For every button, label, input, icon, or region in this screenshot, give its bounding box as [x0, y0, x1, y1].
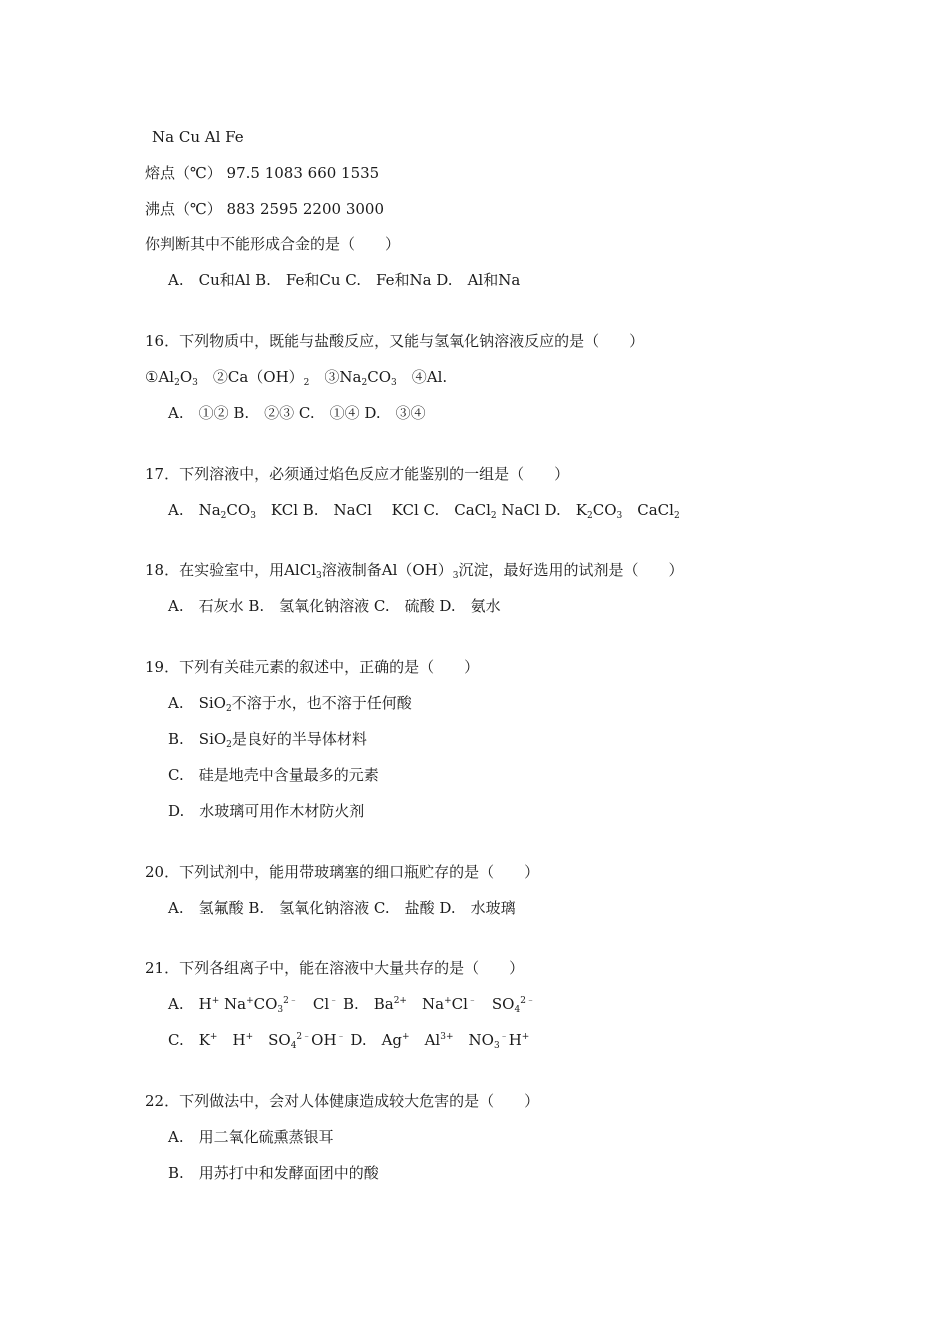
q19-option-b: B. SiO$_2$是良好的半导体材料 [168, 730, 367, 750]
q17-options: A. $Na_2CO_3$ KCl B. NaCl KCl C. CaCl$_2$ NaCl D. $K_2CO_3$ CaCl$_2$ [168, 501, 680, 521]
q19-option-d: D. 水玻璃可用作木材防火剂 [168, 802, 365, 820]
q16-stem: 16．下列物质中，既能与盐酸反应，又能与氢氧化钠溶液反应的是（ ） [145, 332, 645, 350]
q21-options-ab: A. H+ $Na^+CO_3^{2﹣}$ Cl﹣ B. $Ba^{2+}$ Na+Cl﹣ $SO_4^{2﹣}$ [168, 995, 535, 1015]
q17-stem: 17．下列溶液中，必须通过焰色反应才能鉴别的一组是（ ） [145, 465, 570, 483]
q19-stem: 19．下列有关硅元素的叙述中，正确的是（ ） [145, 658, 480, 676]
q21-stem: 21．下列各组离子中，能在溶液中大量共存的是（ ） [145, 959, 525, 977]
q16-items: $①Al_2O_3$ $②Ca(OH)_2$ $③Na_2CO_3$ ④Al. [145, 368, 448, 388]
q18-options: A. 石灰水 B. 氢氧化钠溶液 C. 硫酸 D. 氨水 [168, 597, 501, 615]
q15-options: A. Cu和Al B. Fe和Cu C. Fe和Na D. Al和Na [168, 271, 521, 289]
q15-stem: 你判断其中不能形成合金的是（ ） [145, 235, 401, 253]
metal-table-header: Na Cu Al Fe [152, 128, 244, 146]
q16-options: A. ①② B. ②③ C. ①④ D. ③④ [168, 404, 426, 422]
q19-option-a: A. SiO$_2$不溶于水，也不溶于任何酸 [168, 694, 412, 714]
q20-stem: 20．下列试剂中，能用带玻璃塞的细口瓶贮存的是（ ） [145, 863, 540, 881]
q20-options: A. 氢氟酸 B. 氢氧化钠溶液 C. 盐酸 D. 水玻璃 [168, 899, 516, 917]
q19-option-c: C. 硅是地壳中含量最多的元素 [168, 766, 379, 784]
q22-stem: 22．下列做法中，会对人体健康造成较大危害的是（ ） [145, 1092, 540, 1110]
q22-option-a: A. 用二氧化硫熏蒸银耳 [168, 1128, 334, 1146]
q22-option-b: B. 用苏打中和发酵面团中的酸 [168, 1164, 379, 1182]
melting-point-row: 熔点（℃） 97.5 1083 660 1535 [145, 164, 380, 182]
q18-stem: 18．在实验室中，用AlCl$_3$溶液制备$Al(OH)_3$沉淀，最好选用的试剂是（ ） [145, 561, 684, 581]
q21-options-cd: C. K+ H+ $SO_4^{2﹣}OH^﹣$ D. Ag+ $Al^{3+}$ $NO_3^﹣H^+$ [168, 1031, 530, 1051]
boiling-point-row: 沸点（℃） 883 2595 2200 3000 [145, 200, 385, 218]
